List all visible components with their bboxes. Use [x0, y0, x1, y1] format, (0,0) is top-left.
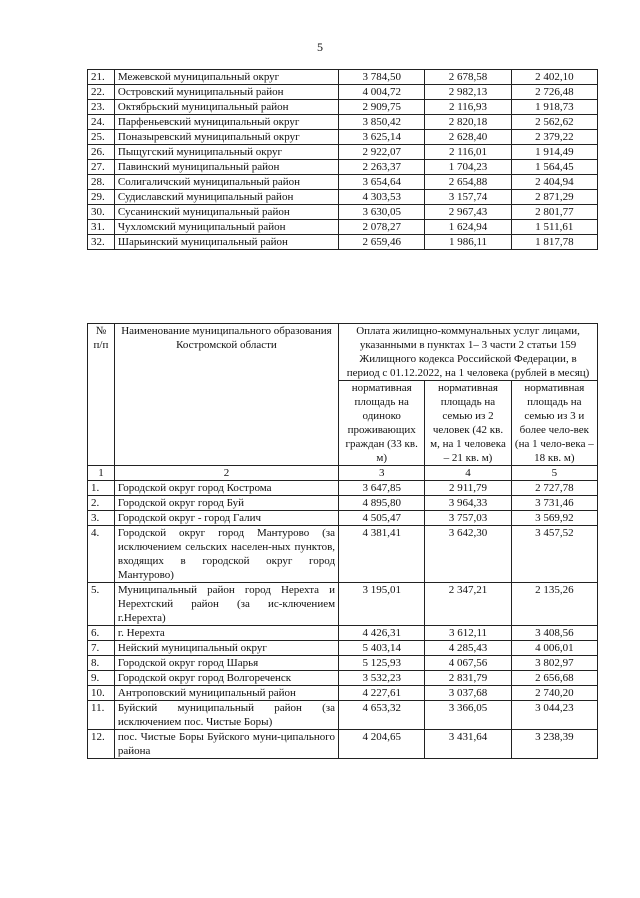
- municipality-name-cell: Павинский муниципальный район: [114, 160, 338, 175]
- row-number-cell: 32.: [88, 235, 115, 250]
- family-of-two-value-cell: 3 642,30: [425, 526, 511, 583]
- table-row: [88, 686, 598, 701]
- row-number-cell: 8.: [88, 656, 115, 671]
- row-number-cell: 5.: [88, 583, 115, 626]
- row-number-cell: 26.: [88, 145, 115, 160]
- column-number-3: 3: [339, 466, 425, 481]
- family-of-three-value-cell: 2 727,78: [511, 481, 597, 496]
- family-of-three-value-cell: 2 379,22: [511, 130, 597, 145]
- single-resident-value-cell: 2 909,75: [339, 100, 425, 115]
- single-resident-value-cell: 3 630,05: [339, 205, 425, 220]
- row-number-cell: 2.: [88, 496, 115, 511]
- family-of-three-value-cell: 2 726,48: [511, 85, 597, 100]
- row-number-cell: 4.: [88, 526, 115, 583]
- row-number-cell: 6.: [88, 626, 115, 641]
- page-number: 5: [317, 40, 323, 54]
- family-of-two-value-cell: 3 612,11: [425, 626, 511, 641]
- header-municipality: Наименование муниципального образования Костромской области: [114, 324, 338, 466]
- municipality-name-cell: Нейский муниципальный округ: [114, 641, 338, 656]
- row-number-cell: 29.: [88, 190, 115, 205]
- family-of-three-value-cell: 3 731,46: [511, 496, 597, 511]
- row-number-cell: 10.: [88, 686, 115, 701]
- family-of-two-value-cell: 1 704,23: [425, 160, 511, 175]
- family-of-three-value-cell: 3 457,52: [511, 526, 597, 583]
- header-number: № п/п: [88, 324, 115, 466]
- family-of-three-value-cell: 2 404,94: [511, 175, 597, 190]
- municipality-name-cell: Буйский муниципальный район (за исключением пос. Чистые Боры): [114, 701, 338, 730]
- single-resident-value-cell: 4 227,61: [339, 686, 425, 701]
- family-of-two-value-cell: 3 757,03: [425, 511, 511, 526]
- family-of-two-value-cell: 4 067,56: [425, 656, 511, 671]
- municipality-name-cell: Городской округ город Шарья: [114, 656, 338, 671]
- family-of-two-value-cell: 2 347,21: [425, 583, 511, 626]
- municipality-name-cell: Муниципальный район город Нерехта и Нерехтский район (за ис-ключением г.Нерехта): [114, 583, 338, 626]
- family-of-two-value-cell: 1 986,11: [425, 235, 511, 250]
- single-resident-value-cell: 4 895,80: [339, 496, 425, 511]
- family-of-two-value-cell: 2 820,18: [425, 115, 511, 130]
- table-row: [88, 496, 598, 511]
- single-resident-value-cell: 4 653,32: [339, 701, 425, 730]
- family-of-two-value-cell: 2 911,79: [425, 481, 511, 496]
- family-of-two-value-cell: 3 037,68: [425, 686, 511, 701]
- table-row: [88, 583, 598, 626]
- single-resident-value-cell: 4 381,41: [339, 526, 425, 583]
- table-row: [88, 70, 598, 85]
- column-number-2: 2: [114, 466, 338, 481]
- single-resident-value-cell: 3 647,85: [339, 481, 425, 496]
- header-family-of-two: нормативная площадь на семью из 2 человек (42 кв. м, на 1 человека – 21 кв. м): [425, 381, 511, 466]
- row-number-cell: 9.: [88, 671, 115, 686]
- row-number-cell: 7.: [88, 641, 115, 656]
- family-of-three-value-cell: 2 562,62: [511, 115, 597, 130]
- table-header-row: [88, 324, 598, 381]
- rates-table-body: [88, 481, 598, 759]
- municipality-name-cell: Островский муниципальный район: [114, 85, 338, 100]
- table-row: [88, 175, 598, 190]
- single-resident-value-cell: 4 505,47: [339, 511, 425, 526]
- single-resident-value-cell: 3 195,01: [339, 583, 425, 626]
- municipality-name-cell: пос. Чистые Боры Буйского муни-ципального района: [114, 730, 338, 759]
- family-of-two-value-cell: 2 678,58: [425, 70, 511, 85]
- row-number-cell: 1.: [88, 481, 115, 496]
- family-of-two-value-cell: 2 654,88: [425, 175, 511, 190]
- municipality-name-cell: Октябрьский муниципальный район: [114, 100, 338, 115]
- family-of-three-value-cell: 1 817,78: [511, 235, 597, 250]
- municipality-name-cell: Поназыревский муниципальный округ: [114, 130, 338, 145]
- table-row: [88, 626, 598, 641]
- row-number-cell: 31.: [88, 220, 115, 235]
- table-row: [88, 205, 598, 220]
- rates-table: [87, 323, 598, 759]
- table-row: [88, 130, 598, 145]
- family-of-three-value-cell: 3 408,56: [511, 626, 597, 641]
- family-of-three-value-cell: 2 740,20: [511, 686, 597, 701]
- single-resident-value-cell: 4 426,31: [339, 626, 425, 641]
- row-number-cell: 22.: [88, 85, 115, 100]
- single-resident-value-cell: 4 303,53: [339, 190, 425, 205]
- family-of-three-value-cell: 3 802,97: [511, 656, 597, 671]
- family-of-two-value-cell: 3 366,05: [425, 701, 511, 730]
- single-resident-value-cell: 3 654,64: [339, 175, 425, 190]
- table-row: [88, 511, 598, 526]
- family-of-two-value-cell: 1 624,94: [425, 220, 511, 235]
- family-of-three-value-cell: 4 006,01: [511, 641, 597, 656]
- municipality-name-cell: Городской округ - город Галич: [114, 511, 338, 526]
- table-row: [88, 235, 598, 250]
- row-number-cell: 28.: [88, 175, 115, 190]
- table-row: [88, 85, 598, 100]
- table-row: [88, 190, 598, 205]
- table-row: [88, 160, 598, 175]
- single-resident-value-cell: 3 625,14: [339, 130, 425, 145]
- family-of-three-value-cell: 1 564,45: [511, 160, 597, 175]
- header-payment-group: Оплата жилищно-коммунальных услуг лицами, указанными в пунктах 1– 3 части 2 статьи 159 Жилищного кодекса Российской Федерации, в период с 01.12.2022, на 1 человека (рублей в месяц): [339, 324, 598, 381]
- family-of-two-value-cell: 2 116,01: [425, 145, 511, 160]
- table-row: [88, 701, 598, 730]
- family-of-two-value-cell: 4 285,43: [425, 641, 511, 656]
- row-number-cell: 23.: [88, 100, 115, 115]
- municipality-name-cell: Судиславский муниципальный район: [114, 190, 338, 205]
- column-number-row: [88, 466, 598, 481]
- municipality-name-cell: Городской округ город Мантурово (за исключением сельских населен-ных пунктов, входящих в городской округ город Мантурово): [114, 526, 338, 583]
- family-of-two-value-cell: 3 964,33: [425, 496, 511, 511]
- family-of-two-value-cell: 2 982,13: [425, 85, 511, 100]
- municipality-name-cell: Чухломский муниципальный район: [114, 220, 338, 235]
- table-row: [88, 656, 598, 671]
- row-number-cell: 12.: [88, 730, 115, 759]
- family-of-three-value-cell: 1 918,73: [511, 100, 597, 115]
- family-of-three-value-cell: 3 569,92: [511, 511, 597, 526]
- municipality-name-cell: Сусанинский муниципальный район: [114, 205, 338, 220]
- family-of-two-value-cell: 3 431,64: [425, 730, 511, 759]
- municipality-name-cell: Парфеньевский муниципальный округ: [114, 115, 338, 130]
- family-of-three-value-cell: 2 871,29: [511, 190, 597, 205]
- single-resident-value-cell: 5 125,93: [339, 656, 425, 671]
- municipality-name-cell: Антроповский муниципальный район: [114, 686, 338, 701]
- row-number-cell: 25.: [88, 130, 115, 145]
- single-resident-value-cell: 3 850,42: [339, 115, 425, 130]
- municipality-name-cell: Межевской муниципальный округ: [114, 70, 338, 85]
- family-of-three-value-cell: 3 044,23: [511, 701, 597, 730]
- table-row: [88, 730, 598, 759]
- family-of-three-value-cell: 1 914,49: [511, 145, 597, 160]
- row-number-cell: 30.: [88, 205, 115, 220]
- column-number-4: 4: [425, 466, 511, 481]
- municipality-name-cell: Шарьинский муниципальный район: [114, 235, 338, 250]
- single-resident-value-cell: 4 004,72: [339, 85, 425, 100]
- column-number-1: 1: [88, 466, 115, 481]
- family-of-two-value-cell: 2 116,93: [425, 100, 511, 115]
- family-of-three-value-cell: 3 238,39: [511, 730, 597, 759]
- table-row: [88, 145, 598, 160]
- header-single-resident: нормативная площадь на одиноко проживающих граждан (33 кв. м): [339, 381, 425, 466]
- rates-table-continuation: [87, 69, 598, 250]
- family-of-three-value-cell: 1 511,61: [511, 220, 597, 235]
- row-number-cell: 27.: [88, 160, 115, 175]
- single-resident-value-cell: 3 532,23: [339, 671, 425, 686]
- row-number-cell: 24.: [88, 115, 115, 130]
- family-of-three-value-cell: 2 135,26: [511, 583, 597, 626]
- table-row: [88, 526, 598, 583]
- single-resident-value-cell: 4 204,65: [339, 730, 425, 759]
- single-resident-value-cell: 2 078,27: [339, 220, 425, 235]
- municipality-name-cell: Городской округ город Кострома: [114, 481, 338, 496]
- family-of-three-value-cell: 2 402,10: [511, 70, 597, 85]
- municipality-name-cell: г. Нерехта: [114, 626, 338, 641]
- table-row: [88, 100, 598, 115]
- municipality-name-cell: Городской округ город Буй: [114, 496, 338, 511]
- family-of-two-value-cell: 2 831,79: [425, 671, 511, 686]
- rates-table-continuation-body: [88, 70, 598, 250]
- single-resident-value-cell: 3 784,50: [339, 70, 425, 85]
- table-row: [88, 115, 598, 130]
- municipality-name-cell: Городской округ город Волгореченск: [114, 671, 338, 686]
- table-row: [88, 671, 598, 686]
- municipality-name-cell: Солигаличский муниципальный район: [114, 175, 338, 190]
- single-resident-value-cell: 2 659,46: [339, 235, 425, 250]
- column-number-5: 5: [511, 466, 597, 481]
- municipality-name-cell: Пыщугский муниципальный округ: [114, 145, 338, 160]
- header-family-of-three: нормативная площадь на семью из 3 и более чело-век (на 1 чело-века – 18 кв. м): [511, 381, 597, 466]
- table-row: [88, 641, 598, 656]
- family-of-two-value-cell: 2 628,40: [425, 130, 511, 145]
- single-resident-value-cell: 2 263,37: [339, 160, 425, 175]
- row-number-cell: 3.: [88, 511, 115, 526]
- table-row: [88, 481, 598, 496]
- single-resident-value-cell: 2 922,07: [339, 145, 425, 160]
- table-row: [88, 220, 598, 235]
- family-of-two-value-cell: 2 967,43: [425, 205, 511, 220]
- row-number-cell: 21.: [88, 70, 115, 85]
- family-of-three-value-cell: 2 656,68: [511, 671, 597, 686]
- family-of-three-value-cell: 2 801,77: [511, 205, 597, 220]
- row-number-cell: 11.: [88, 701, 115, 730]
- family-of-two-value-cell: 3 157,74: [425, 190, 511, 205]
- single-resident-value-cell: 5 403,14: [339, 641, 425, 656]
